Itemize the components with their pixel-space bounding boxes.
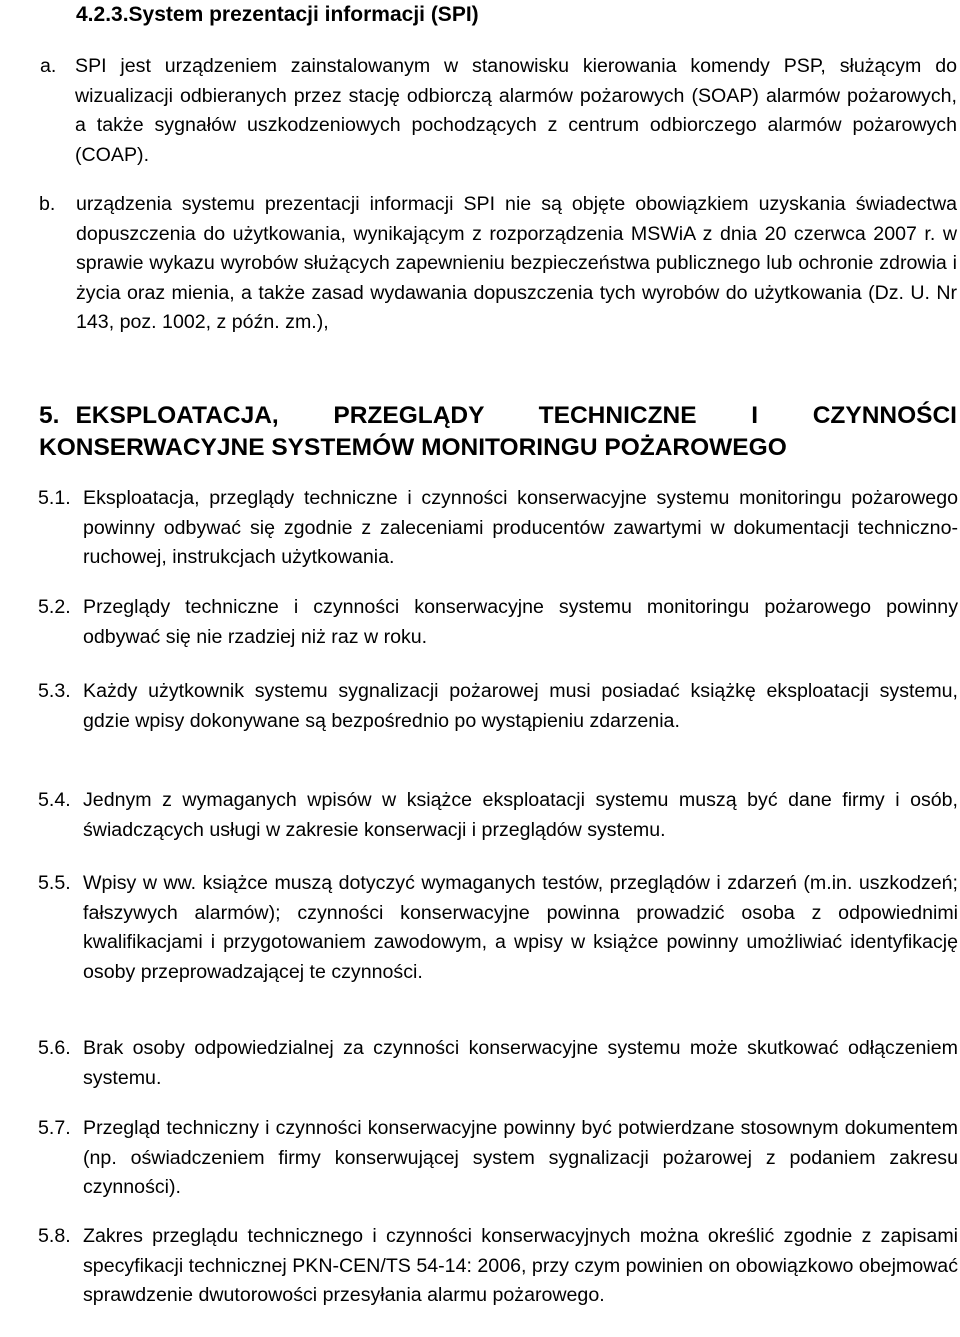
clause-5-4 xyxy=(38,786,958,845)
clause-5-3 xyxy=(38,677,958,736)
clause-text: Przeglądy techniczne i czynności konserwacyjne systemu monitoringu pożarowego powinny odbywać się nie rzadziej niż raz w roku. xyxy=(83,596,958,648)
clause-5-7 xyxy=(38,1114,958,1203)
clause-number: 5.5. xyxy=(38,872,71,894)
clause-text: Jednym z wymaganych wpisów w książce eksploatacji systemu muszą być dane firmy i osób, świadczących usługi w zakresie konserwacji i przeglądów systemu. xyxy=(83,789,958,841)
clause-text: Każdy użytkownik systemu sygnalizacji pożarowej musi posiadać książkę eksploatacji systemu, gdzie wpisy dokonywane są bezpośrednio po wystąpieniu zdarzenia. xyxy=(83,680,958,732)
section-heading-4-2-3: 4.2.3.System prezentacji informacji (SPI) xyxy=(76,3,479,26)
clause-5-5 xyxy=(38,869,958,987)
clause-text: Eksploatacja, przeglądy techniczne i czynności konserwacyjne systemu monitoringu pożarowego powinny odbywać się zgodnie z zaleceniami producentów zawartymi w dokumentacji techniczno-ruchowej, instrukcjach użytkowania. xyxy=(83,487,958,569)
clause-number: 5.4. xyxy=(38,789,71,811)
chapter-title: EKSPLOATACJA, PRZEGLĄDY TECHNICZNE I CZYNNOŚCI KONSERWACYJNE SYSTEMÓW MONITORINGU POŻAROWEGO xyxy=(39,402,957,461)
clause-number: 5.6. xyxy=(38,1037,71,1059)
clause-number: 5.2. xyxy=(38,596,71,618)
clause-5-2 xyxy=(38,593,958,652)
clause-text: Brak osoby odpowiedzialnej za czynności konserwacyjne systemu może skutkować odłączeniem systemu. xyxy=(83,1037,958,1089)
clause-text: Wpisy w ww. książce muszą dotyczyć wymaganych testów, przeglądów i zdarzeń (m.in. uszkodzeń; fałszywych alarmów); czynności konserwacyjne powinna prowadzić osoba z odpowiednimi kwalifikacjami i przygotowaniem zawodowym, a wpisy w książce powinny umożliwiać identyfikację osoby przeprowadzającej te czynności. xyxy=(83,872,958,983)
list-label-b: b. xyxy=(39,193,56,215)
paragraph-text-b: urządzenia systemu prezentacji informacji SPI nie są objęte obowiązkiem uzyskania świadectwa dopuszczenia do użytkowania, wynikającym z rozporządzenia MSWiA z dnia 20 czerwca 2007 r. w sprawie wykazu wyrobów służących zapewnieniu bezpieczeństwa publicznego lub ochronie zdrowia i życia oraz mienia, a także zasad wydawania dopuszczenia tych wyrobów do użytkowania (Dz. U. Nr 143, poz. 1002, z późn. zm.), xyxy=(76,193,957,334)
spi-paragraph-a xyxy=(40,52,957,170)
clause-5-8 xyxy=(38,1222,958,1311)
paragraph-text-a: SPI jest urządzeniem zainstalowanym w stanowisku kierowania komendy PSP, służącym do wizualizacji odbieranych przez stację odbiorczą alarmów pożarowych (SOAP) alarmów pożarowych, a także sygnałów uszkodzeniowych pochodzących z centrum odbiorczego alarmów pożarowych (COAP). xyxy=(75,55,957,166)
spi-paragraph-b xyxy=(39,190,957,338)
chapter-number: 5. xyxy=(39,402,60,429)
clause-number: 5.7. xyxy=(38,1117,71,1139)
clause-5-1 xyxy=(38,484,958,573)
clause-text: Przegląd techniczny i czynności konserwacyjne powinny być potwierdzane stosownym dokumentem (np. oświadczeniem firmy konserwującej system sygnalizacji pożarowej z podaniem zakresu czynności). xyxy=(83,1117,958,1199)
clause-number: 5.3. xyxy=(38,680,71,702)
list-label-a: a. xyxy=(40,55,57,77)
clause-5-6 xyxy=(38,1034,958,1093)
clause-text: Zakres przeglądu technicznego i czynności konserwacyjnych można określić zgodnie z zapisami specyfikacji technicznej PKN-CEN/TS 54-14: 2006, przy czym powinien on obowiązkowo obejmować sprawdzenie dwutorowości przesyłania alarmu pożarowego. xyxy=(83,1225,958,1307)
clause-number: 5.8. xyxy=(38,1225,71,1247)
clause-number: 5.1. xyxy=(38,487,71,509)
chapter-heading-5 xyxy=(39,400,957,464)
